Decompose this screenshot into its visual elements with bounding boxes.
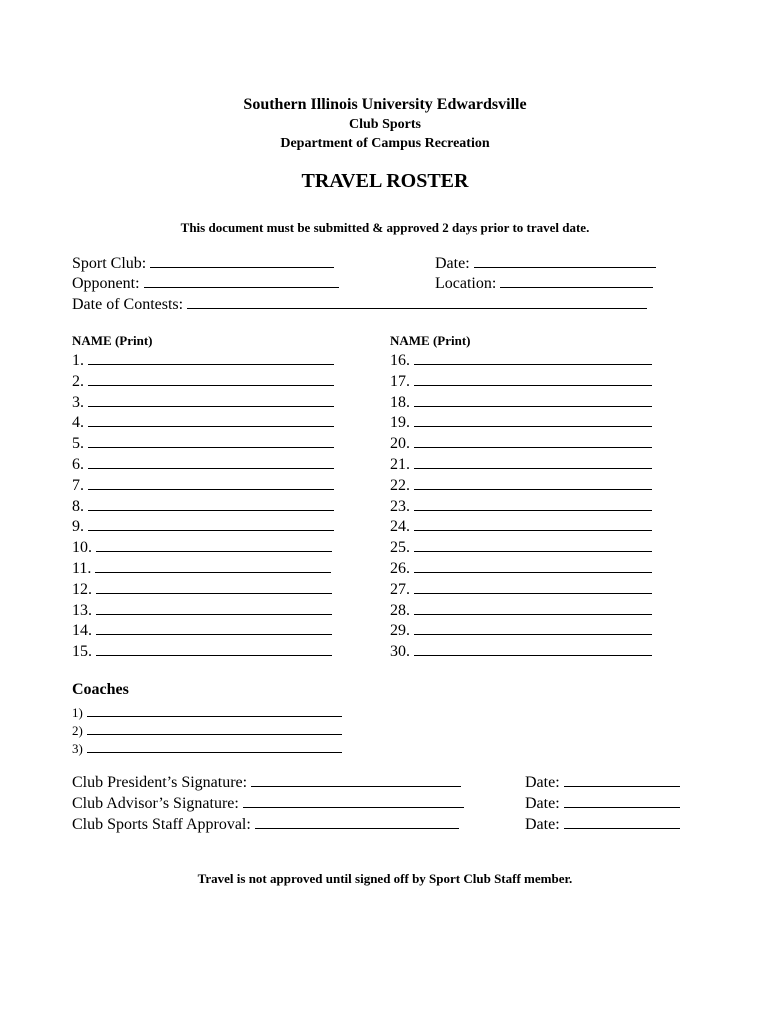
- roster-right-line[interactable]: [414, 620, 652, 635]
- roster-right-line[interactable]: [414, 600, 652, 615]
- roster-left-line[interactable]: [88, 475, 334, 490]
- roster-right-number: 25.: [390, 539, 410, 557]
- opponent-field: [72, 273, 339, 293]
- coach-line[interactable]: [87, 738, 342, 753]
- date-line[interactable]: [474, 253, 656, 268]
- roster-left-row: [72, 454, 334, 474]
- roster-left-row: [72, 516, 334, 536]
- roster-left-line[interactable]: [96, 600, 332, 615]
- roster-right-line[interactable]: [414, 350, 652, 365]
- roster-right-row: [390, 475, 652, 495]
- roster-right-number: 26.: [390, 560, 410, 577]
- opponent-label: Opponent:: [72, 275, 140, 292]
- roster-right-row: [390, 620, 652, 640]
- roster-left-row: [72, 600, 332, 620]
- roster-right-line[interactable]: [414, 516, 652, 531]
- location-label: Location:: [435, 275, 497, 292]
- roster-right-line[interactable]: [414, 537, 652, 552]
- roster-right-row: [390, 392, 652, 412]
- roster-right-line[interactable]: [414, 392, 652, 407]
- roster-right-line[interactable]: [414, 558, 652, 573]
- president-date-line[interactable]: [564, 772, 680, 787]
- staff-date-line[interactable]: [564, 814, 680, 829]
- coaches-heading: Coaches: [72, 681, 129, 698]
- roster-left-number: 5.: [72, 435, 84, 453]
- sport-club-line[interactable]: [150, 253, 334, 268]
- roster-left-row: [72, 558, 331, 578]
- roster-left-number: 8.: [72, 497, 84, 515]
- roster-left-line[interactable]: [96, 620, 332, 635]
- coach-number: 3): [72, 741, 83, 756]
- roster-left-row: [72, 475, 334, 495]
- advisor-date-line[interactable]: [564, 793, 680, 808]
- date-label: Date:: [435, 255, 470, 272]
- roster-left-number: 9.: [72, 518, 84, 536]
- roster-left-row: [72, 537, 332, 557]
- roster-right-line[interactable]: [414, 496, 652, 511]
- roster-right-number: 27.: [390, 580, 410, 598]
- roster-right-row: [390, 558, 652, 578]
- location-field: [435, 273, 653, 293]
- roster-right-header: NAME (Print): [390, 333, 471, 348]
- advisor-signature-line[interactable]: [243, 793, 464, 808]
- roster-left-line[interactable]: [88, 392, 334, 407]
- roster-left-line[interactable]: [96, 579, 332, 594]
- roster-right-row: [390, 496, 652, 516]
- roster-left-row: [72, 392, 334, 412]
- coach-line[interactable]: [87, 720, 342, 735]
- president-date-field: [525, 772, 680, 792]
- roster-right-number: 18.: [390, 393, 410, 411]
- president-date-label: Date:: [525, 774, 560, 791]
- roster-right-line[interactable]: [414, 412, 652, 427]
- roster-left-header: NAME (Print): [72, 333, 153, 348]
- roster-right-line[interactable]: [414, 579, 652, 594]
- roster-left-line[interactable]: [88, 412, 334, 427]
- roster-left-line[interactable]: [88, 516, 334, 531]
- sport-club-field: [72, 253, 334, 273]
- roster-right-line[interactable]: [414, 475, 652, 490]
- advisor-signature-label: Club Advisor’s Signature:: [72, 795, 239, 812]
- roster-left-line[interactable]: [96, 641, 332, 656]
- roster-left-line[interactable]: [88, 454, 334, 469]
- roster-right-row: [390, 579, 652, 599]
- roster-right-number: 28.: [390, 601, 410, 619]
- roster-right-line[interactable]: [414, 454, 652, 469]
- roster-right-number: 17.: [390, 372, 410, 390]
- president-signature-label: Club President’s Signature:: [72, 774, 248, 791]
- roster-right-line[interactable]: [414, 641, 652, 656]
- roster-right-number: 16.: [390, 352, 410, 369]
- date-of-contests-field: [72, 294, 647, 314]
- coach-number: 2): [72, 723, 83, 738]
- submission-notice: This document must be submitted & approved 2 days prior to travel date.: [180, 220, 590, 235]
- date-of-contests-line[interactable]: [187, 294, 647, 309]
- roster-right-row: [390, 600, 652, 620]
- roster-left-line[interactable]: [88, 350, 334, 365]
- staff-approval-field: [72, 814, 459, 834]
- roster-left-number: 12.: [72, 580, 92, 598]
- roster-right-number: 21.: [390, 456, 410, 473]
- roster-left-number: 6.: [72, 456, 84, 473]
- date-field: [435, 253, 656, 273]
- staff-date-field: [525, 814, 680, 834]
- roster-left-line[interactable]: [88, 496, 334, 511]
- roster-left-number: 10.: [72, 539, 92, 557]
- sport-club-label: Sport Club:: [72, 255, 147, 272]
- location-line[interactable]: [500, 273, 653, 288]
- roster-right-row: [390, 412, 652, 432]
- roster-left-row: [72, 350, 334, 370]
- roster-left-number: 3.: [72, 393, 84, 411]
- roster-left-line[interactable]: [88, 433, 334, 448]
- roster-left-row: [72, 496, 334, 516]
- roster-right-number: 23.: [390, 497, 410, 515]
- roster-left-number: 15.: [72, 643, 92, 661]
- roster-left-number: 14.: [72, 622, 92, 640]
- advisor-date-field: [525, 793, 680, 813]
- roster-right-number: 24.: [390, 518, 410, 536]
- roster-left-line[interactable]: [88, 371, 334, 386]
- roster-right-line[interactable]: [414, 371, 652, 386]
- roster-left-row: [72, 371, 334, 391]
- staff-approval-label: Club Sports Staff Approval:: [72, 816, 251, 833]
- roster-left-line[interactable]: [96, 537, 332, 552]
- roster-left-row: [72, 620, 332, 640]
- roster-left-number: 2.: [72, 372, 84, 390]
- president-signature-line[interactable]: [251, 772, 461, 787]
- roster-right-row: [390, 454, 652, 474]
- roster-left-number: 7.: [72, 476, 84, 494]
- opponent-line[interactable]: [144, 273, 339, 288]
- page-title: TRAVEL ROSTER: [301, 170, 469, 192]
- roster-right-number: 20.: [390, 435, 410, 453]
- header-university: Southern Illinois University Edwardsville: [243, 96, 527, 113]
- roster-left-number: 13.: [72, 601, 92, 619]
- roster-left-number: 4.: [72, 414, 84, 432]
- coach-row: [72, 702, 342, 721]
- staff-approval-line[interactable]: [255, 814, 459, 829]
- header-program: Club Sports: [349, 117, 421, 132]
- president-signature-field: [72, 772, 461, 792]
- roster-right-number: 22.: [390, 476, 410, 494]
- roster-left-number: 1.: [72, 352, 84, 369]
- roster-right-row: [390, 516, 652, 536]
- staff-date-label: Date:: [525, 816, 560, 833]
- roster-left-number: 11.: [72, 560, 92, 577]
- roster-left-row: [72, 579, 332, 599]
- roster-right-row: [390, 641, 652, 661]
- coach-row: [72, 738, 342, 757]
- roster-right-number: 29.: [390, 622, 410, 640]
- roster-right-row: [390, 433, 652, 453]
- roster-right-row: [390, 537, 652, 557]
- roster-right-number: 30.: [390, 643, 410, 661]
- roster-left-row: [72, 433, 334, 453]
- roster-right-line[interactable]: [414, 433, 652, 448]
- advisor-date-label: Date:: [525, 795, 560, 812]
- roster-right-row: [390, 371, 652, 391]
- roster-left-line[interactable]: [95, 558, 331, 573]
- roster-left-row: [72, 412, 334, 432]
- date-of-contests-label: Date of Contests:: [72, 296, 184, 313]
- header-department: Department of Campus Recreation: [280, 136, 490, 151]
- coach-row: [72, 720, 342, 739]
- footer-note: Travel is not approved until signed off by Sport Club Staff member.: [197, 871, 573, 886]
- roster-right-row: [390, 350, 652, 370]
- coach-number: 1): [72, 705, 83, 720]
- roster-right-number: 19.: [390, 414, 410, 432]
- coach-line[interactable]: [87, 702, 342, 717]
- advisor-signature-field: [72, 793, 464, 813]
- roster-left-row: [72, 641, 332, 661]
